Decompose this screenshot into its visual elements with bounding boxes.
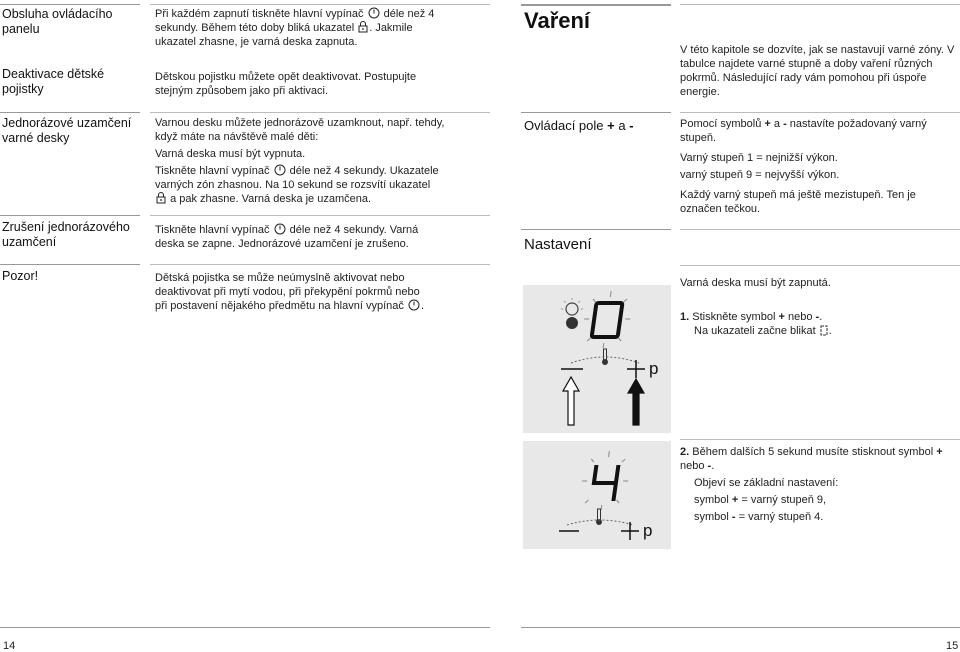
- plus-symbol: +: [764, 118, 771, 130]
- step-number: 1.: [680, 311, 690, 323]
- control-panel-illustration-2: [523, 441, 671, 549]
- p-label: p: [643, 521, 653, 540]
- text-part: nastavíte požadovaný varný stupeň.: [680, 118, 927, 144]
- paragraph: Varná deska musí být vypnuta.: [155, 148, 306, 160]
- chapter-intro: V této kapitole se dozvíte, jak se nastavují varné zóny. V tabulce najdete varné stupně a doby vaření různých pokrmů. Následující rady vám pomohou při úspoře energie.: [680, 44, 955, 98]
- left-rule-7: [0, 264, 140, 265]
- right-rule-4: [680, 112, 960, 113]
- text-part: Dětská pojistka se může neúmyslně aktivovat nebo deaktivovat při mytí vodou, při překypění pokrmů nebo při postavení nějakého předmětu na hlavní vypínač: [155, 272, 420, 312]
- paragraph: Varnou desku můžete jednorázově uzamknout, např. tehdy, když máte na návštěvě malé děti:: [155, 117, 445, 143]
- text-part: déle než 4 sekundy. Varná deska se zapne. Jednorázové uzamčení je zrušeno.: [155, 224, 419, 250]
- left-rule-4: [150, 112, 490, 113]
- p-label: p: [649, 359, 659, 378]
- text-part: Na ukazateli začne blikat: [694, 325, 816, 337]
- setting-step-1: [680, 310, 955, 338]
- section-title-deactivate-child-lock: Deaktivace dětské pojistky: [2, 67, 105, 96]
- step-number: 2.: [680, 446, 690, 458]
- minus-symbol: -: [629, 118, 634, 133]
- control-panel-illustration-1: [523, 285, 671, 433]
- text-part: .: [828, 325, 832, 337]
- text-part: nebo: [680, 460, 705, 472]
- plus-symbol: +: [731, 494, 739, 506]
- paragraph: [680, 310, 955, 324]
- text-part: déle než 4 sekundy. Ukazatele varných zón zhasnou. Na 10 sekund se rozsvítí ukazatel: [155, 165, 439, 191]
- text-part: Během dalších 5 sekund musíte stisknout symbol: [692, 446, 934, 458]
- power-switch-icon: [274, 164, 286, 176]
- plus-symbol: +: [936, 446, 943, 458]
- text-part: Tiskněte hlavní vypínač: [155, 165, 270, 177]
- setting-precondition: Varná deska musí být zapnutá.: [680, 277, 831, 289]
- paragraph: [680, 117, 960, 145]
- plus-symbol: +: [778, 311, 785, 323]
- left-rule-8: [150, 264, 490, 265]
- left-rule-6: [150, 215, 490, 216]
- right-rule-3: [521, 112, 671, 113]
- lock-icon: [156, 192, 166, 204]
- minus-symbol: -: [783, 118, 787, 130]
- text-part: a: [618, 118, 626, 133]
- text-part: a pak zhasne. Varná deska je uzamčena.: [170, 193, 372, 205]
- text-part: nebo: [787, 311, 813, 323]
- right-bottom-rule: [521, 627, 960, 628]
- power-switch-icon: [274, 223, 286, 235]
- text-part: Ovládací pole: [524, 118, 604, 133]
- right-rule-7: [680, 265, 960, 266]
- right-rule-5: [521, 229, 671, 230]
- section-text-control-panel: [680, 117, 960, 216]
- text-part: .: [420, 300, 425, 312]
- text-part: = varný stupeň 4.: [738, 511, 824, 523]
- paragraph: [680, 510, 955, 524]
- zero-segment-icon: [820, 325, 828, 336]
- paragraph: Objeví se základní nastavení:: [694, 477, 839, 489]
- text-part: symbol: [694, 494, 729, 506]
- left-bottom-rule: [0, 627, 490, 628]
- text-part: .: [711, 460, 715, 472]
- section-text-deactivate-child-lock: Dětskou pojistku můžete opět deaktivovat. Postupujte stejným způsobem jako při aktivaci.: [155, 71, 417, 97]
- section-title-panel-operation: Obsluha ovládacího panelu: [2, 7, 113, 36]
- power-switch-icon: [368, 7, 380, 19]
- paragraph: varný stupeň 9 = nejvyšší výkon.: [680, 169, 840, 181]
- section-title-setting: Nastavení: [524, 236, 592, 253]
- page-number-right: 15: [946, 640, 959, 652]
- lock-icon: [358, 21, 368, 33]
- paragraph: [680, 445, 955, 473]
- minus-symbol: -: [815, 311, 820, 323]
- paragraph: Každý varný stupeň má ještě mezistupeň. Ten je označen tečkou.: [680, 189, 916, 215]
- right-top-rule-2: [680, 4, 960, 5]
- page-number-left: 14: [3, 640, 16, 652]
- section-title-cancel-lock: Zrušení jednorázového uzamčení: [2, 220, 130, 249]
- paragraph: [680, 493, 955, 507]
- left-top-rule-1: [0, 4, 140, 5]
- section-text-one-time-lock: [155, 116, 445, 206]
- paragraph: [155, 164, 445, 206]
- text-part: Tiskněte hlavní vypínač: [155, 224, 270, 236]
- text-part: . Jakmile ukazatel zhasne, je varná deska zapnuta.: [155, 22, 413, 48]
- section-text-panel-operation: [155, 7, 455, 49]
- section-title-control-panel: [524, 118, 634, 133]
- setting-step-2: [680, 445, 955, 524]
- text-part: symbol: [694, 511, 729, 523]
- left-rule-5: [0, 215, 140, 216]
- text-part: Pomocí symbolů: [680, 118, 762, 130]
- paragraph: [680, 324, 955, 338]
- left-rule-3: [0, 112, 140, 113]
- right-rule-8: [680, 439, 960, 440]
- text-part: déle než 4 sekundy. Během této doby bliká ukazatel: [155, 8, 435, 34]
- text-part: Stiskněte symbol: [692, 311, 776, 323]
- paragraph: Varný stupeň 1 = nejnižší výkon.: [680, 152, 838, 164]
- section-text-cancel-lock: [155, 223, 445, 251]
- text-part: Při každém zapnutí tiskněte hlavní vypínač: [155, 8, 364, 20]
- left-top-rule-2: [150, 4, 490, 5]
- right-top-rule-1: [521, 4, 671, 6]
- text-part: a: [773, 118, 780, 130]
- plus-symbol: +: [607, 118, 615, 133]
- text-part: = varný stupeň 9,: [741, 494, 827, 506]
- right-rule-6: [680, 229, 960, 230]
- section-title-warning: Pozor!: [2, 269, 39, 283]
- text-part: .: [819, 311, 823, 323]
- power-switch-icon: [408, 299, 420, 311]
- minus-symbol: -: [707, 460, 712, 472]
- chapter-heading: Vaření: [524, 8, 591, 33]
- minus-symbol: -: [731, 511, 736, 523]
- section-text-warning: [155, 271, 435, 313]
- section-title-one-time-lock: Jednorázové uzamčení varné desky: [2, 116, 132, 145]
